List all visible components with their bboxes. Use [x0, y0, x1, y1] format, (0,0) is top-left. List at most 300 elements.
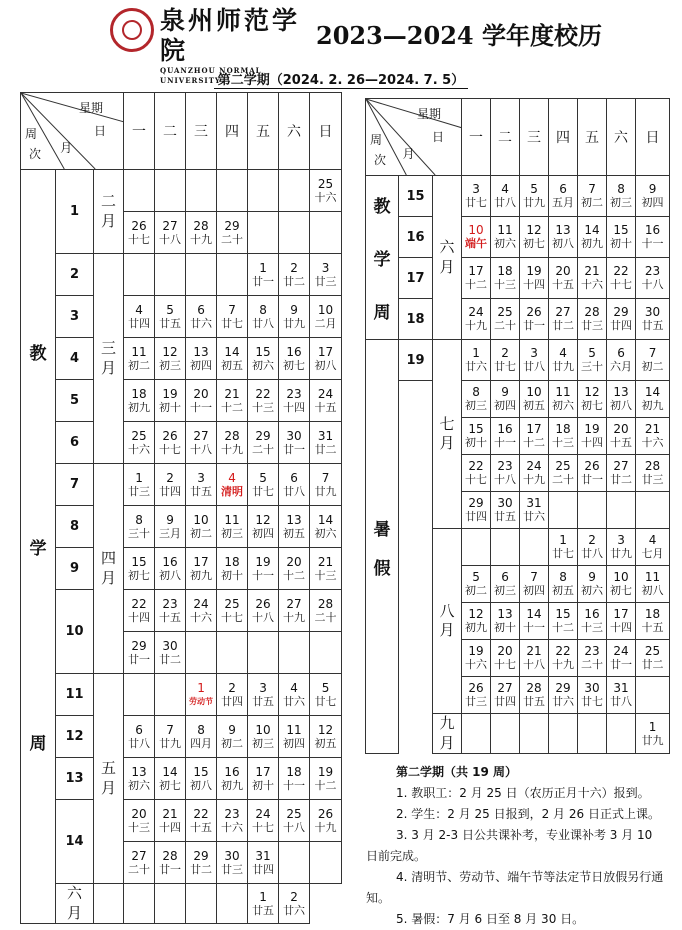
month-label [94, 464, 124, 674]
corner-label-week: 周 [25, 126, 38, 141]
lunar-date: 廿七 [314, 694, 337, 708]
week-row [366, 640, 670, 677]
lunar-date: 十七 [610, 278, 633, 291]
cell-text: 一 [132, 124, 147, 140]
lunar-date: 初十 [221, 568, 244, 582]
lunar-date: 十三 [581, 621, 604, 634]
section-label-teaching-char: 学 [373, 250, 391, 270]
day-cell [186, 338, 217, 380]
solar-date: 18 [131, 386, 147, 401]
week-number-text: 18 [406, 311, 425, 327]
lunar-date: 十三 [552, 436, 575, 449]
section-label-vacation-char: 暑 [373, 519, 391, 540]
lunar-date: 二十 [581, 658, 604, 671]
week-number [399, 381, 433, 418]
week-row [21, 380, 342, 422]
solar-date: 15 [613, 223, 629, 237]
solar-date: 20 [131, 806, 147, 821]
lunar-date: 初六 [581, 584, 604, 597]
day-cell [248, 758, 279, 800]
solar-date: 20 [555, 264, 571, 278]
day-cell [607, 677, 636, 714]
day-cell [248, 212, 279, 254]
day-cell [248, 380, 279, 422]
solar-date: 20 [497, 644, 513, 658]
university-name-cn: 泉州师范学院 [160, 6, 301, 65]
weekday-header [155, 93, 186, 170]
cell-text: 五 [585, 130, 600, 146]
lunar-date: 初三 [610, 196, 633, 209]
solar-date: 9 [166, 512, 174, 527]
day-cell [217, 380, 248, 422]
lunar-date: 廿八 [610, 695, 633, 708]
day-cell [520, 640, 549, 677]
day-cell [186, 884, 217, 924]
lunar-date: 廿二 [190, 862, 213, 876]
lunar-date: 初七 [283, 358, 306, 372]
solar-date: 25 [224, 596, 240, 611]
lunar-date: 三十 [128, 526, 151, 540]
month-label [433, 176, 462, 340]
day-cell [310, 842, 342, 884]
solar-date: 27 [286, 596, 302, 611]
section-label-vacation-char: 假 [373, 558, 391, 579]
week-number [399, 217, 433, 258]
day-cell [636, 455, 670, 492]
week-number-text: 7 [69, 477, 80, 492]
week-row [366, 299, 670, 340]
week-row [21, 464, 342, 506]
day-cell [155, 170, 186, 212]
day-cell [124, 170, 155, 212]
day-cell [155, 506, 186, 548]
lunar-date: 十五 [314, 400, 337, 414]
day-cell [607, 299, 636, 340]
day-cell [491, 418, 520, 455]
day-cell [636, 340, 670, 381]
solar-date: 27 [193, 428, 209, 443]
lunar-date: 廿九 [610, 547, 633, 560]
solar-date: 27 [131, 848, 147, 863]
solar-date: 17 [255, 764, 271, 779]
lunar-date: 廿五 [494, 510, 517, 523]
semester-title: 第二学期（2024. 2. 26—2024. 7. 5） [0, 69, 682, 88]
lunar-date: 初五 [314, 736, 337, 750]
lunar-date: 初三 [252, 736, 275, 750]
solar-date: 28 [317, 596, 334, 611]
note-item: 1. 教职工：2 月 25 日（农历正月十六）报到。 [396, 786, 650, 800]
solar-date: 16 [644, 223, 661, 237]
lunar-date: 十三 [128, 820, 151, 834]
lunar-date: 初五 [221, 358, 244, 372]
lunar-date: 十六 [581, 278, 604, 291]
week-row [21, 548, 342, 590]
lunar-date: 廿八 [283, 484, 306, 498]
day-cell [520, 381, 549, 418]
solar-date: 19 [255, 554, 271, 569]
day-cell [217, 884, 248, 924]
solar-date: 9 [501, 385, 509, 399]
solar-date: 24 [468, 305, 484, 319]
solar-date: 6 [197, 302, 205, 317]
solar-date: 28 [193, 218, 209, 233]
lunar-date: 初二 [221, 736, 244, 750]
lunar-date: 初十 [465, 436, 488, 449]
day-cell [636, 299, 670, 340]
weekday-header [607, 99, 636, 176]
solar-date: 26 [468, 681, 484, 695]
lunar-date: 二十 [314, 610, 337, 624]
day-cell [520, 176, 549, 217]
month-label-text: 六月 [66, 884, 82, 922]
day-cell [310, 338, 342, 380]
day-cell [462, 603, 491, 640]
week-number-text: 2 [69, 267, 80, 282]
lunar-date: 初八 [190, 778, 213, 792]
day-cell [124, 842, 155, 884]
month-label-text: 七月 [439, 414, 455, 452]
day-cell [217, 506, 248, 548]
solar-date: 21 [224, 386, 240, 401]
week-number [399, 176, 433, 217]
month-label-text: 六月 [439, 238, 455, 276]
lunar-date: 十九 [552, 658, 575, 671]
lunar-date: 初七 [523, 237, 546, 250]
lunar-date: 廿九 [314, 484, 337, 498]
solar-date: 30 [584, 681, 600, 695]
lunar-date: 初七 [128, 568, 151, 582]
solar-date: 4 [501, 182, 509, 196]
lunar-date: 十一 [523, 621, 546, 634]
solar-date: 3 [617, 533, 625, 547]
day-cell [462, 566, 491, 603]
day-cell [310, 674, 342, 716]
lunar-date: 廿九 [552, 360, 575, 373]
week-number [399, 299, 433, 340]
solar-date: 28 [526, 681, 542, 695]
solar-date: 4 [228, 470, 236, 485]
lunar-date: 十三 [314, 568, 337, 582]
solar-date: 23 [497, 459, 513, 473]
solar-date: 18 [224, 554, 240, 569]
calendar-table-left [20, 92, 342, 924]
lunar-date: 十四 [610, 621, 633, 634]
day-cell [578, 299, 607, 340]
note-item: 2. 学生：2 月 25 日报到，2 月 26 日正式上课。 [396, 807, 660, 821]
lunar-date: 廿九 [641, 733, 664, 747]
lunar-date: 廿八 [523, 360, 546, 373]
solar-date: 26 [131, 218, 147, 233]
solar-date: 27 [162, 218, 178, 233]
lunar-date: 廿四 [221, 694, 244, 708]
week-number [56, 716, 94, 758]
solar-date: 2 [588, 533, 596, 547]
day-cell [248, 674, 279, 716]
day-cell [310, 506, 342, 548]
day-cell [578, 677, 607, 714]
lunar-date: 廿七 [581, 695, 604, 708]
lunar-date: 十二 [523, 436, 546, 449]
day-cell [279, 464, 310, 506]
week-number [56, 758, 94, 800]
day-cell [155, 632, 186, 674]
lunar-date: 初六 [494, 237, 517, 250]
lunar-date: 十五 [552, 278, 575, 291]
day-cell [462, 418, 491, 455]
day-cell [279, 170, 310, 212]
solar-date: 2 [228, 680, 236, 695]
day-cell [578, 176, 607, 217]
lunar-date: 廿五 [159, 316, 182, 330]
cell-text: 五 [256, 124, 271, 140]
weekday-header [636, 99, 670, 176]
day-cell [310, 464, 342, 506]
solar-date: 19 [317, 764, 334, 779]
lunar-date: 廿二 [610, 473, 633, 486]
section-label-vacation [366, 340, 399, 754]
day-cell [248, 296, 279, 338]
solar-date: 19 [162, 386, 178, 401]
day-cell [578, 340, 607, 381]
day-cell [155, 422, 186, 464]
lunar-date: 三十 [581, 360, 604, 373]
week-number [399, 492, 433, 529]
lunar-date: 廿六 [552, 695, 575, 708]
lunar-date: 廿三 [314, 274, 337, 288]
day-cell [124, 212, 155, 254]
day-cell [248, 548, 279, 590]
week-number-text: 3 [69, 309, 80, 324]
solar-date: 21 [162, 806, 178, 821]
day-cell [578, 603, 607, 640]
solar-date: 10 [468, 223, 484, 237]
lunar-date: 初八 [552, 237, 575, 250]
solar-date: 22 [468, 459, 484, 473]
solar-date: 16 [286, 344, 302, 359]
lunar-date: 二月 [314, 316, 337, 330]
solar-date: 19 [468, 644, 484, 658]
lunar-date: 端午 [465, 237, 488, 250]
day-cell [186, 842, 217, 884]
lunar-date: 十五 [159, 610, 182, 624]
solar-date: 22 [613, 264, 629, 278]
week-row [366, 566, 670, 603]
day-cell [279, 380, 310, 422]
day-cell [186, 212, 217, 254]
week-number [56, 380, 94, 422]
lunar-date: 廿七 [494, 360, 517, 373]
solar-date: 12 [162, 344, 178, 359]
day-cell [520, 340, 549, 381]
week-row [366, 529, 670, 566]
week-number [56, 422, 94, 464]
day-cell [520, 455, 549, 492]
day-cell [491, 640, 520, 677]
day-cell [279, 506, 310, 548]
day-cell [217, 800, 248, 842]
day-cell [578, 418, 607, 455]
day-cell [248, 170, 279, 212]
solar-date: 16 [584, 607, 600, 621]
lunar-date: 劳动节 [189, 696, 214, 706]
lunar-date: 十六 [128, 442, 151, 456]
day-cell [636, 566, 670, 603]
day-cell [279, 884, 310, 924]
lunar-date: 廿六 [523, 510, 546, 523]
lunar-date: 十六 [221, 820, 244, 834]
weekday-header-row [366, 99, 670, 176]
solar-date: 22 [131, 596, 147, 611]
day-cell [520, 529, 549, 566]
weekday-header [186, 93, 217, 170]
solar-date: 31 [255, 848, 271, 863]
day-cell [636, 418, 670, 455]
lunar-date: 初四 [523, 584, 546, 597]
day-cell [462, 340, 491, 381]
solar-date: 28 [162, 848, 178, 863]
lunar-date: 廿二 [283, 274, 306, 288]
weekday-header [462, 99, 491, 176]
lunar-date: 十九 [465, 319, 488, 332]
solar-date: 2 [290, 889, 298, 904]
lunar-date: 二十 [494, 319, 517, 332]
day-cell [248, 338, 279, 380]
day-cell [549, 258, 578, 299]
day-cell [155, 338, 186, 380]
solar-date: 11 [497, 223, 513, 237]
solar-date: 1 [559, 533, 567, 547]
day-cell [124, 380, 155, 422]
solar-date: 10 [255, 722, 271, 737]
week-row [21, 758, 342, 800]
lunar-date: 五月 [552, 196, 575, 209]
lunar-date: 初九 [221, 778, 244, 792]
lunar-date: 四月 [190, 736, 213, 750]
week-row [21, 506, 342, 548]
month-label [94, 674, 124, 884]
lunar-date: 十三 [252, 400, 275, 414]
solar-date: 28 [584, 305, 600, 319]
lunar-date: 初八 [159, 568, 182, 582]
solar-date: 6 [135, 722, 143, 737]
solar-date: 12 [317, 722, 334, 737]
lunar-date: 廿六 [190, 316, 213, 330]
week-row [366, 455, 670, 492]
lunar-date: 十五 [190, 820, 213, 834]
week-number-text: 9 [69, 561, 80, 576]
day-cell [462, 455, 491, 492]
day-cell [549, 418, 578, 455]
day-cell [186, 758, 217, 800]
lunar-date: 十八 [283, 820, 306, 834]
lunar-date: 初五 [283, 526, 306, 540]
solar-date: 7 [228, 302, 236, 317]
lunar-date: 十四 [283, 400, 306, 414]
week-number-text: 12 [65, 729, 84, 744]
day-cell [607, 566, 636, 603]
day-cell [491, 455, 520, 492]
solar-date: 5 [259, 470, 267, 485]
solar-date: 8 [559, 570, 567, 584]
corner-label-month: 月 [60, 140, 73, 155]
lunar-date: 十六 [641, 436, 664, 449]
lunar-date: 初七 [581, 399, 604, 412]
note-item: 4. 清明节、劳动节、端午节等法定节日放假另行通知。 [366, 870, 664, 905]
solar-date: 3 [472, 182, 480, 196]
solar-date: 31 [613, 681, 629, 695]
solar-date: 24 [526, 459, 542, 473]
day-cell [491, 566, 520, 603]
solar-date: 23 [584, 644, 600, 658]
week-number-text: 11 [65, 687, 84, 702]
lunar-date: 廿四 [128, 316, 151, 330]
week-number-text: 15 [406, 188, 425, 204]
day-cell [549, 176, 578, 217]
solar-date: 16 [224, 764, 240, 779]
day-cell [549, 381, 578, 418]
day-cell [520, 492, 549, 529]
week-number [399, 258, 433, 299]
solar-date: 13 [497, 607, 513, 621]
month-label-text: 九月 [439, 714, 455, 752]
day-cell [124, 338, 155, 380]
week-number-text: 19 [406, 352, 425, 368]
day-cell [186, 380, 217, 422]
day-cell [462, 258, 491, 299]
weekday-header [217, 93, 248, 170]
corner-label-day: 日 [432, 129, 445, 144]
lunar-date: 初三 [221, 526, 244, 540]
solar-date: 13 [613, 385, 629, 399]
solar-date: 30 [162, 638, 178, 653]
day-cell [248, 800, 279, 842]
week-row [21, 170, 342, 212]
day-cell [217, 170, 248, 212]
lunar-date: 廿六 [283, 694, 306, 708]
solar-date: 6 [501, 570, 509, 584]
month-label [433, 529, 462, 714]
day-cell [124, 800, 155, 842]
weekday-header [491, 99, 520, 176]
solar-date: 8 [197, 722, 205, 737]
day-cell [578, 381, 607, 418]
solar-date: 30 [286, 428, 302, 443]
solar-date: 1 [135, 470, 143, 485]
lunar-date: 二十 [552, 473, 575, 486]
day-cell [578, 640, 607, 677]
lunar-date: 初九 [190, 568, 213, 582]
weekday-header [549, 99, 578, 176]
day-cell [520, 299, 549, 340]
lunar-date: 六月 [610, 360, 633, 373]
lunar-date: 廿三 [221, 862, 244, 876]
day-cell [636, 677, 670, 714]
day-cell [217, 716, 248, 758]
solar-date: 17 [613, 607, 629, 621]
solar-date: 29 [555, 681, 571, 695]
solar-date: 26 [162, 428, 178, 443]
section-label-teaching-char: 周 [373, 303, 391, 323]
week-number-text: 10 [65, 624, 84, 639]
solar-date: 13 [193, 344, 209, 359]
day-cell [155, 800, 186, 842]
lunar-date: 廿一 [252, 274, 275, 288]
day-cell [217, 338, 248, 380]
solar-date: 14 [162, 764, 178, 779]
month-label-text: 五月 [100, 759, 116, 797]
day-cell [462, 381, 491, 418]
week-row [21, 674, 342, 716]
